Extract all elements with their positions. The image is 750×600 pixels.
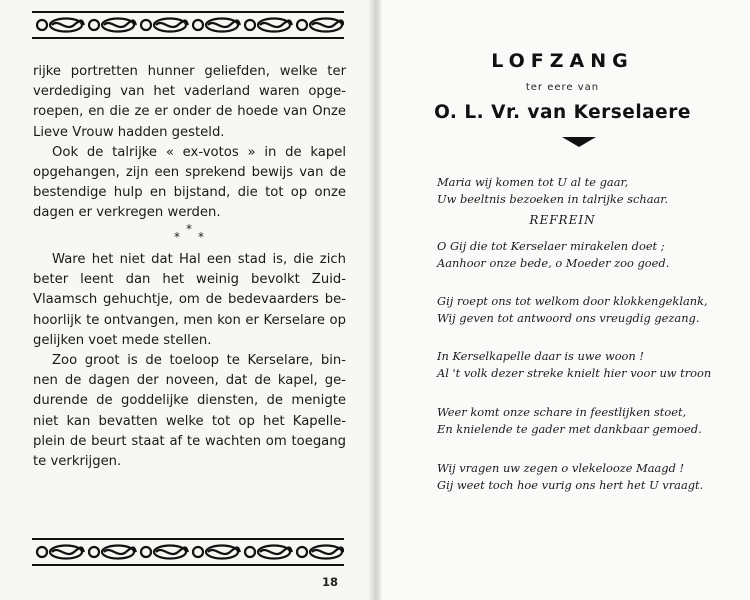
verse-4	[437, 348, 737, 382]
verse-line: Gij weet toch hoe vurig ons hert het U vraagt.	[437, 478, 704, 492]
verse-3	[437, 293, 737, 327]
paragraph-2: Ook de talrijke « ex-votos » in de kapel opgehangen, zijn een sprekend bewijs van de bestendige hulp en bijstand, die tot op onze dagen er verkregen werden.	[33, 144, 346, 221]
down-triangle-icon	[562, 137, 596, 147]
verse-line: Weer komt onze schare in feestlijken stoet,	[437, 405, 687, 419]
verse-6	[437, 460, 737, 494]
scroll-border-ornament-icon	[32, 10, 344, 40]
verse-line: Gij roept ons tot welkom door klokkengeklank,	[437, 294, 708, 308]
subtitle: ter eere van	[525, 82, 600, 93]
verse-line: Wij geven tot antwoord ons vreugdig gezang.	[437, 311, 700, 325]
verse-1	[437, 174, 737, 208]
verse-line: O Gij die tot Kerselaer mirakelen doet ;	[437, 239, 665, 253]
scroll-border-ornament-icon	[32, 537, 344, 567]
verse-line: In Kerselkapelle daar is uwe woon !	[437, 349, 644, 363]
verse-line: Maria wij komen tot U al te gaar,	[437, 175, 629, 189]
verse-line: Wij vragen uw zegen o vlekelooze Maagd !	[437, 461, 685, 475]
verse-2	[437, 238, 737, 272]
verse-line: Uw beeltnis bezoeken in talrijke schaar.	[437, 192, 669, 206]
verse-line: Al 't volk dezer streke knielt hier voor uw troon	[437, 366, 712, 380]
dedication-heading: O. L. Vr. van Kerselaere	[434, 102, 691, 123]
page-title: LOFZANG	[491, 50, 634, 72]
verse-5	[437, 404, 737, 438]
left-text-block-2	[33, 250, 346, 472]
paragraph-3: Ware het niet dat Hal een stad is, die zich beter leent dan het weinig bevolkt Zuid- Vlaamsch gehuchtje, om de bedevaarders be- hoorlijk te ontvangen, men kon er Kerselare op gelijken voet mede stellen.	[33, 252, 346, 348]
paragraph-4: Zoo groot is de toeloop te Kerselare, bin- nen de dagen der noveen, dat de kapel, ge- durende de goddelijke diensten, de menigte niet kan bevatten welke tot op het Kapelle- plein de beurt staat af te wachten om toegang te verkrijgen.	[33, 353, 346, 470]
verse-line: Aanhoor onze bede, o Moeder zoo goed.	[437, 256, 670, 270]
page-number: 18	[322, 575, 339, 589]
refrain-label: REFREIN	[529, 213, 596, 227]
asterism-icon: * * *	[174, 222, 204, 244]
verse-line: En knielende te gader met dankbaar gemoed.	[437, 422, 702, 436]
paragraph-1: rijke portretten hunner geliefden, welke ter verdediging van het vaderland waren opge- roepen, en die ze er onder de hoede van Onze Lieve Vrouw hadden gesteld.	[33, 64, 346, 140]
left-text-block-1	[33, 62, 346, 224]
